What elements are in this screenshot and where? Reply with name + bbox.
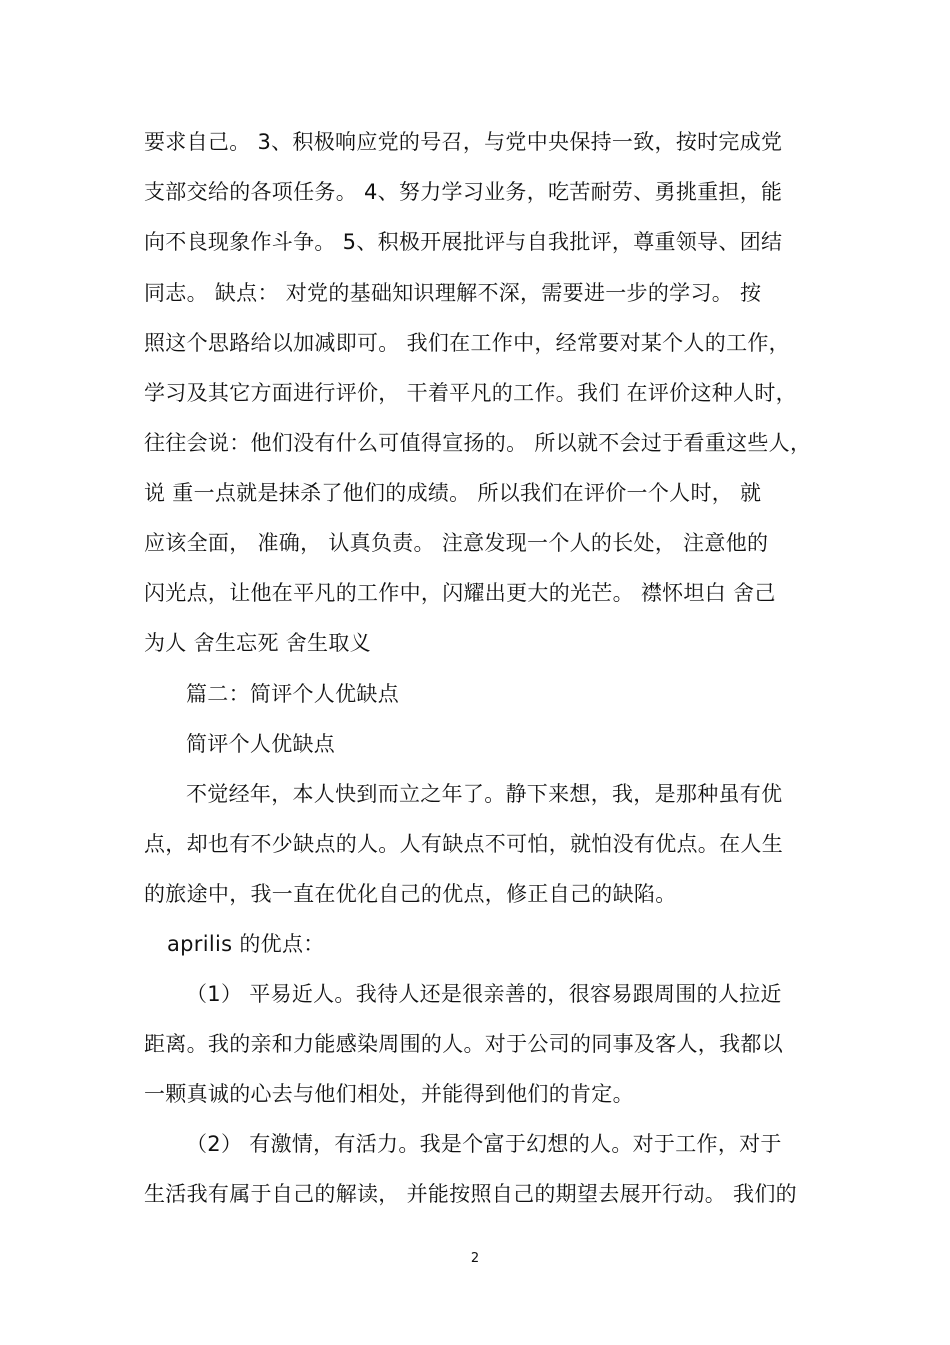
- text-line-1: 要求自己。 3、积极响应党的号召，与党中央保持一致，按时完成党: [144, 130, 783, 154]
- text-line-10: 闪光点，让他在平凡的工作中，闪耀出更大的光芒。 襟怀坦白 舍己: [144, 581, 776, 605]
- section-title: 简评个人优缺点: [186, 732, 336, 756]
- text-line-20: 一颗真诚的心去与他们相处，并能得到他们的肯定。: [144, 1082, 634, 1106]
- text-line-5: 照这个思路给以加减即可。 我们在工作中，经常要对某个人的工作，: [144, 331, 790, 355]
- text-line-6: 学习及其它方面进行评价， 干着平凡的工作。我们 在评价这种人时，: [144, 381, 797, 405]
- text-line-19: 距离。我的亲和力能感染周围的人。对于公司的同事及客人，我都以: [144, 1032, 783, 1056]
- text-line-7: 往往会说：他们没有什么可值得宣扬的。 所以就不会过于看重这些人，: [144, 431, 812, 455]
- text-line-21: （2） 有激情，有活力。我是个富于幻想的人。对于工作，对于: [186, 1132, 782, 1156]
- text-line-11: 为人 舍生忘死 舍生取义: [144, 631, 371, 655]
- text-line-3: 向不良现象作斗争。 5、积极开展批评与自我批评，尊重领导、团结: [144, 230, 783, 254]
- text-line-9: 应该全面， 准确， 认真负责。 注意发现一个人的长处， 注意他的: [144, 531, 769, 555]
- text-line-16: 的旅途中，我一直在优化自己的优点，修正自己的缺陷。: [144, 882, 677, 906]
- page-number: 2: [470, 1251, 480, 1266]
- text-line-4: 同志。 缺点： 对党的基础知识理解不深，需要进一步的学习。 按: [144, 281, 762, 305]
- text-line-15: 点，却也有不少缺点的人。人有缺点不可怕，就怕没有优点。在人生: [144, 832, 783, 856]
- text-line-22: 生活我有属于自己的解读， 并能按照自己的期望去展开行动。 我们的: [144, 1182, 797, 1206]
- text-line-14: 不觉经年，本人快到而立之年了。静下来想，我，是那种虽有优: [186, 782, 783, 806]
- section-heading: 篇二：简评个人优缺点: [186, 682, 399, 706]
- text-line-18: （1） 平易近人。我待人还是很亲善的，很容易跟周围的人拉近: [186, 982, 782, 1006]
- text-line-8: 说 重一点就是抹杀了他们的成绩。 所以我们在评价一个人时， 就: [144, 481, 762, 505]
- text-line-17: aprilis 的优点：: [167, 932, 325, 956]
- text-line-2: 支部交给的各项任务。 4、努力学习业务，吃苦耐劳、勇挑重担，能: [144, 180, 783, 204]
